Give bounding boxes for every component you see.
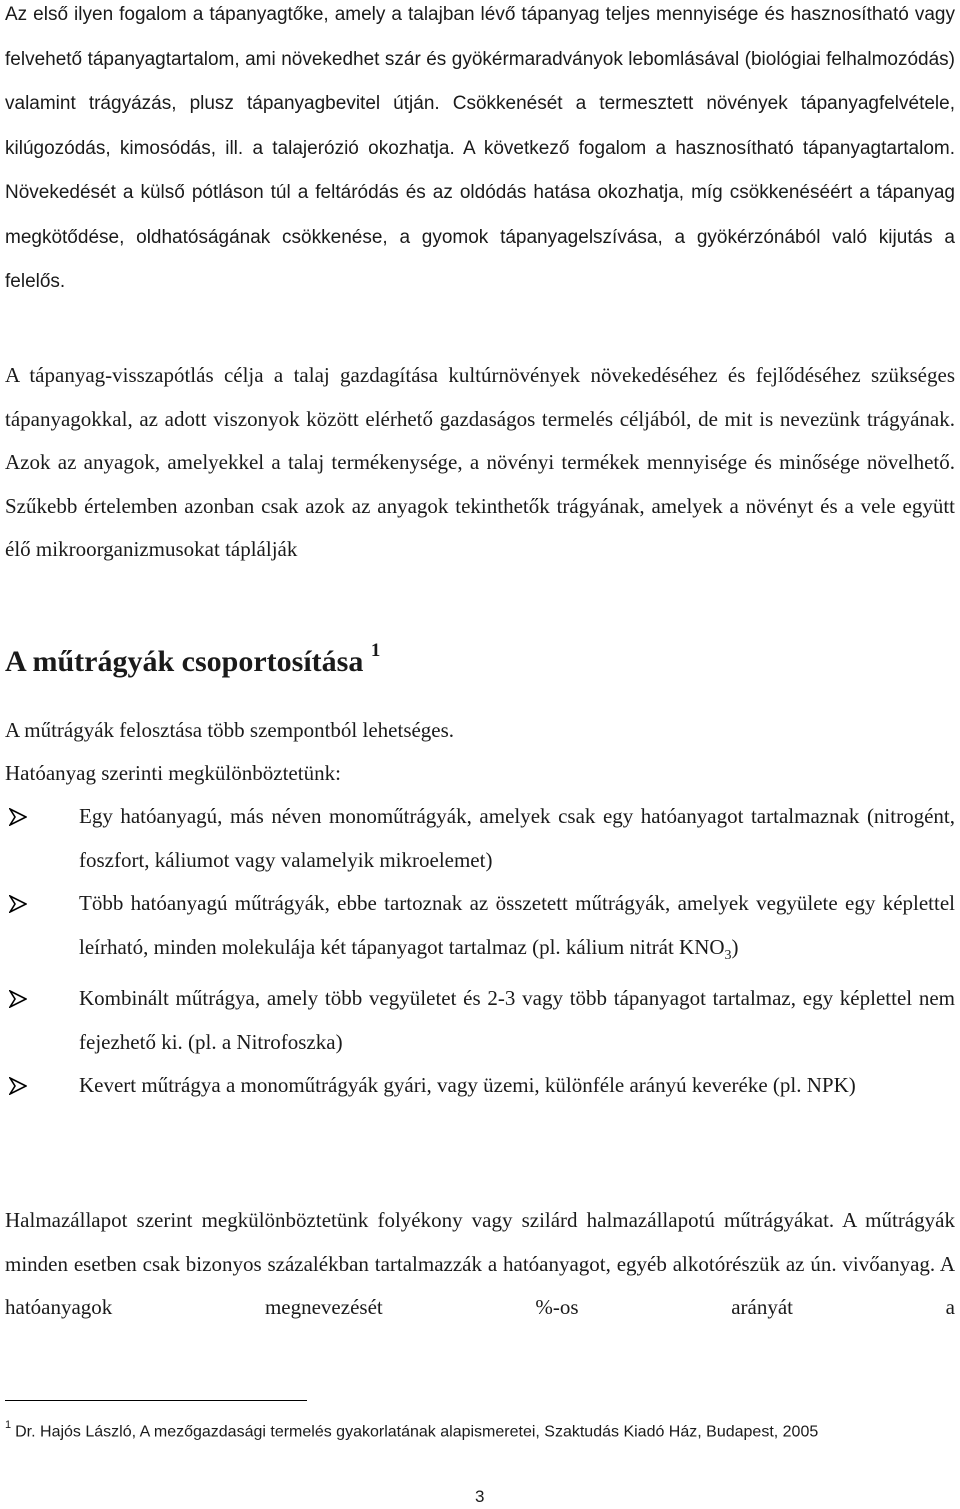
list-item-text: Több hatóanyagú műtrágyák, ebbe tartoznak az összetett műtrágyák, amelyek vegyülete egy képlettel leírható, minden molekulája két tápanyagot tartalmaz (pl. kálium nitrát KNO (79, 891, 955, 959)
list-item (5, 882, 955, 977)
list-item-text: Kevert műtrágya a monoműtrágyák gyári, vagy üzemi, különféle arányú keveréke (pl. NPK) (79, 1073, 856, 1098)
list-item (5, 795, 955, 882)
paragraph-replenishment: A tápanyag-visszapótlás célja a talaj gazdagítása kultúrnövények növekedéséhez és fejlődéséhez szükséges tápanyagokkal, az adott viszonyok között elérhető gazdaságos termelés céljából, de mit is nevezünk trágyának. Azok az anyagok, amelyekkel a talaj termékenysége, a növényi termékek mennyisége és minősége növelhető. Szűkebb értelemben azonban csak azok az anyagok tekinthetők trágyának, amelyek a növényt és a vele együtt élő mikroorganizmusokat táplálják (5, 363, 955, 561)
list-item-text: Kombinált műtrágya, amely több vegyületet és 2-3 vagy több tápanyagot tartalmaz, egy képlettel nem fejezhető ki. (pl. a Nitrofoszka) (79, 986, 955, 1054)
page-number: 3 (475, 1487, 485, 1506)
list-item (5, 1064, 955, 1108)
paragraph-by-active-ingredient: Hatóanyag szerinti megkülönböztetünk: (5, 761, 341, 785)
footnote-text: Dr. Hajós László, A mezőgazdasági termelés gyakorlatának alapismeretei, Szaktudás Kiadó Ház, Budapest, 2005 (15, 1423, 819, 1441)
paragraph-classification-intro: A műtrágyák felosztása több szempontból lehetséges. (5, 718, 455, 742)
paragraph-usable-nutrient: A következő fogalom a hasznosítható tápanyagtartalom. Növekedését a külső pótláson túl a feltáródás és az oldódás hatása okozhatja, míg csökkenéséért a tápanyag megkötődése, oldhatóságának csökkenése, a gyomok tápanyagelszívása, a gyökérzónából való kijutás a felelős. (5, 137, 955, 292)
fertilizer-type-list (5, 795, 955, 1108)
arrowhead-bullet-icon (9, 990, 27, 1008)
subscript: 3 (724, 947, 732, 963)
list-item-tail: ) (731, 934, 739, 959)
arrowhead-bullet-icon (9, 1077, 27, 1095)
paragraph-physical-state: Halmazállapot szerint megkülönböztetünk folyékony vagy szilárd halmazállapotú műtrágyákat. A műtrágyák minden esetben csak bizonyos százalékban tartalmazzák a hatóanyagot, egyéb alkotórészük az ún. vivőanyag. A hatóanyagok megnevezését %-os arányát a (5, 1208, 955, 1319)
list-item-text: Egy hatóanyagú, más néven monoműtrágyák, amelyek csak egy hatóanyagot tartalmaznak (nitrogént, foszfort, káliumot vagy valamelyik mikroelemet) (79, 804, 955, 872)
footnote-number: 1 (5, 1419, 12, 1431)
footnote-separator (5, 1400, 307, 1401)
section-heading (5, 640, 381, 679)
section-heading-text: A műtrágyák csoportosítása (5, 645, 364, 678)
list-item (5, 977, 955, 1064)
footnote (5, 1413, 955, 1446)
paragraph-nutrient-capital (5, 0, 955, 304)
paragraph-nutrient-capital-sans: Az első ilyen fogalom a tápanyagtőke, amely a talajban lévő tápanyag teljes mennyisége és hasznosítható vagy felvehető tápanyagtartalom, ami növekedhet szár és gyökérmaradványok lebomlásával (biológiai felhalmozódás) valamint trágyázás, plusz tápanyagbevitel útján. Csökkenését a termesztett növények tápanyagfelvétele, kilúgozódás, kimosódás, ill. a talajerózió okozhatja. (5, 4, 955, 159)
footnote-reference[interactable]: 1 (370, 640, 381, 661)
arrowhead-bullet-icon (9, 895, 27, 913)
arrowhead-bullet-icon (9, 808, 27, 826)
